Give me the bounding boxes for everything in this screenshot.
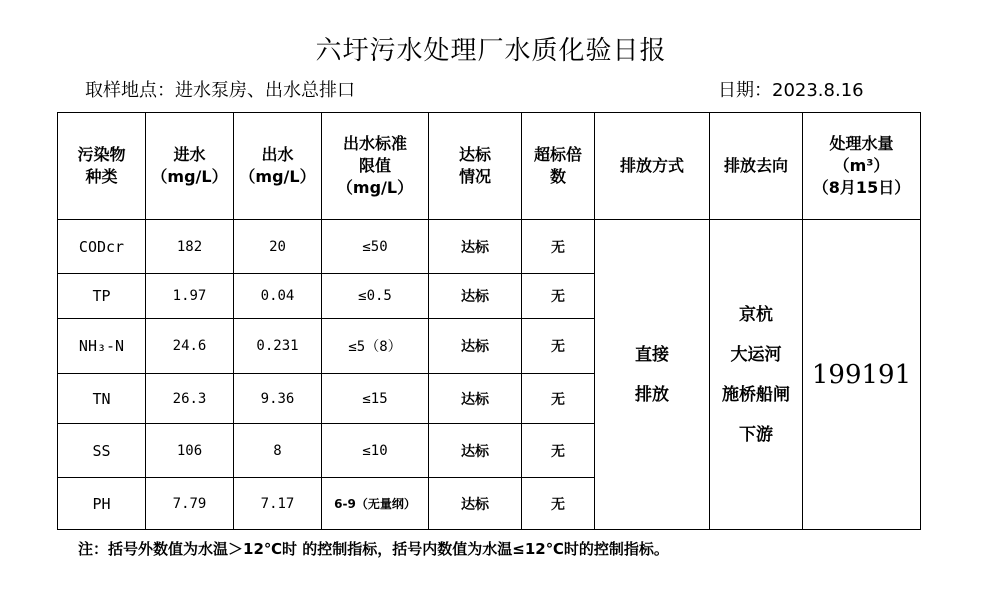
exceed-cell: 无 [522, 424, 595, 478]
standard-cell: 6-9（无量纲） [322, 478, 429, 530]
pollutant-cell: SS [58, 424, 146, 478]
discharge-method-cell: 直接 排放 [595, 220, 710, 530]
status-cell: 达标 [429, 424, 522, 478]
pollutant-cell: CODcr [58, 220, 146, 274]
standard-cell: ≤15 [322, 374, 429, 424]
pollutant-cell: TP [58, 274, 146, 319]
outflow-cell: 7.17 [234, 478, 322, 530]
pollutant-cell: NH₃-N [58, 319, 146, 374]
header-status: 达标 情况 [429, 113, 522, 220]
outflow-cell: 0.04 [234, 274, 322, 319]
exceed-cell: 无 [522, 319, 595, 374]
status-cell: 达标 [429, 478, 522, 530]
status-cell: 达标 [429, 374, 522, 424]
exceed-cell: 无 [522, 220, 595, 274]
sampling-location: 取样地点：进水泵房、出水总排口 [85, 80, 355, 101]
header-pollutant: 污染物 种类 [58, 113, 146, 220]
footnote: 注：括号外数值为水温＞12℃时 的控制指标，括号内数值为水温≤12℃时的控制指标。 [78, 540, 669, 558]
outflow-cell: 20 [234, 220, 322, 274]
exceed-cell: 无 [522, 478, 595, 530]
status-cell: 达标 [429, 319, 522, 374]
inflow-cell: 1.97 [146, 274, 234, 319]
pollutant-cell: TN [58, 374, 146, 424]
inflow-cell: 182 [146, 220, 234, 274]
standard-cell: ≤50 [322, 220, 429, 274]
report-date: 日期：2023.8.16 [718, 80, 864, 101]
water-quality-table [57, 112, 921, 530]
exceed-cell: 无 [522, 274, 595, 319]
header-row [58, 113, 921, 220]
status-cell: 达标 [429, 274, 522, 319]
report-title: 六圩污水处理厂水质化验日报 [315, 36, 667, 66]
inflow-cell: 7.79 [146, 478, 234, 530]
header-discharge-destination: 排放去向 [710, 113, 803, 220]
inflow-cell: 106 [146, 424, 234, 478]
inflow-cell: 26.3 [146, 374, 234, 424]
inflow-cell: 24.6 [146, 319, 234, 374]
outflow-cell: 9.36 [234, 374, 322, 424]
volume-cell: 199191 [803, 220, 921, 530]
table-row [58, 220, 921, 274]
header-exceed: 超标倍 数 [522, 113, 595, 220]
discharge-destination-cell: 京杭 大运河 施桥船闸 下游 [710, 220, 803, 530]
pollutant-cell: PH [58, 478, 146, 530]
outflow-cell: 0.231 [234, 319, 322, 374]
standard-cell: ≤5（8） [322, 319, 429, 374]
status-cell: 达标 [429, 220, 522, 274]
outflow-cell: 8 [234, 424, 322, 478]
header-outflow: 出水 （mg/L） [234, 113, 322, 220]
header-standard: 出水标准 限值 （mg/L） [322, 113, 429, 220]
header-volume: 处理水量 （m³） （8月15日） [803, 113, 921, 220]
standard-cell: ≤0.5 [322, 274, 429, 319]
header-inflow: 进水 （mg/L） [146, 113, 234, 220]
standard-cell: ≤10 [322, 424, 429, 478]
header-discharge-method: 排放方式 [595, 113, 710, 220]
exceed-cell: 无 [522, 374, 595, 424]
